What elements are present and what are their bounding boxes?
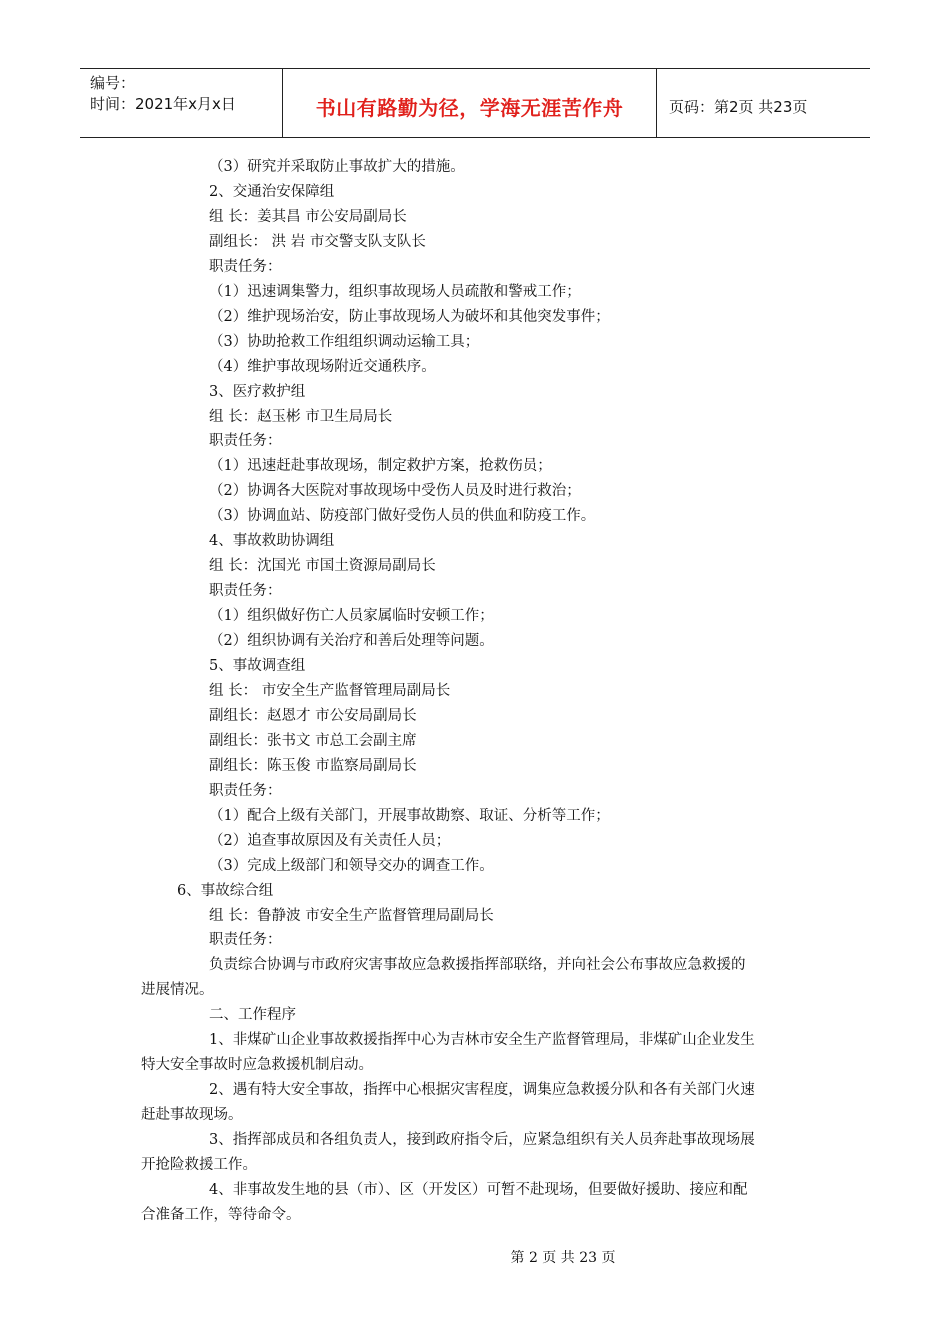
document-time: 时间：2021年x月x日 xyxy=(90,95,236,113)
text-line: 职责任务： xyxy=(209,932,282,949)
text-line: （3）完成上级部门和领导交办的调查工作。 xyxy=(209,857,494,874)
text-line: （2）协调各大医院对事故现场中受伤人员及时进行救治； xyxy=(209,483,581,500)
text-line: （2）组织协调有关治疗和善后处理等问题。 xyxy=(209,633,494,650)
text-line: 1、非煤矿山企业事故救援指挥中心为吉林市安全生产监督管理局，非煤矿山企业发生 xyxy=(209,1032,755,1049)
text-line: 4、事故救助协调组 xyxy=(209,533,335,550)
footer-page-number: 第 2 页 共 23 页 xyxy=(510,1250,616,1266)
text-line: （1）迅速调集警力，组织事故现场人员疏散和警戒工作； xyxy=(209,283,581,300)
text-line: 职责任务： xyxy=(209,782,282,799)
text-line: 2、遇有特大安全事故，指挥中心根据灾害程度，调集应急救援分队和各有关部门火速 xyxy=(209,1082,755,1099)
text-line: 副组长：赵恩才 市公安局副局长 xyxy=(209,707,417,724)
text-line: 组 长：赵玉彬 市卫生局局长 xyxy=(209,408,393,425)
text-line: 6、事故综合组 xyxy=(177,882,274,899)
header-motto: 书山有路勤为径，学海无涯苦作舟 xyxy=(283,69,657,137)
text-line: 组 长：鲁静波 市安全生产监督管理局副局长 xyxy=(209,907,494,924)
text-line: 职责任务： xyxy=(209,258,282,275)
text-line: 赶赴事故现场。 xyxy=(141,1107,243,1124)
text-line: 3、指挥部成员和各组负责人，接到政府指令后，应紧急组织有关人员奔赴事故现场展 xyxy=(209,1132,755,1149)
text-line: 副组长：张书文 市总工会副主席 xyxy=(209,732,417,749)
page-footer xyxy=(0,1247,950,1267)
text-line: （1）迅速赶赴事故现场，制定救护方案，抢救伤员； xyxy=(209,458,552,475)
text-line: 特大安全事故时应急救援机制启动。 xyxy=(141,1057,373,1074)
text-line: （1）配合上级有关部门，开展事故勘察、取证、分析等工作； xyxy=(209,807,610,824)
text-line: 开抢险救援工作。 xyxy=(141,1157,257,1173)
text-line: 4、非事故发生地的县（市）、区（开发区）可暂不赴现场，但要做好援助、接应和配 xyxy=(209,1181,748,1198)
text-line: 合准备工作，等待命令。 xyxy=(141,1206,301,1223)
text-line: （3）研究并采取防止事故扩大的措施。 xyxy=(209,159,465,175)
text-line: 组 长：沈国光 市国土资源局副局长 xyxy=(209,558,436,575)
text-line: 5、事故调查组 xyxy=(209,658,306,674)
text-line: 副组长： 洪 岩 市交警支队支队长 xyxy=(209,233,426,250)
text-line: 二、工作程序 xyxy=(209,1007,296,1024)
header-page-info: 页码：第2页 共23页 xyxy=(669,97,808,116)
text-line: （2）追查事故原因及有关责任人员； xyxy=(209,832,451,849)
text-line: 进展情况。 xyxy=(141,982,214,999)
header-meta xyxy=(80,69,283,137)
text-line: （3）协助抢救工作组组织调动运输工具； xyxy=(209,333,480,350)
text-line: 组 长： 市安全生产监督管理局副局长 xyxy=(209,682,451,699)
text-line: 职责任务： xyxy=(209,433,282,450)
text-line: 副组长：陈玉俊 市监察局副局长 xyxy=(209,757,417,774)
text-line: （1）组织做好伤亡人员家属临时安顿工作； xyxy=(209,608,494,625)
text-line: （4）维护事故现场附近交通秩序。 xyxy=(209,358,436,375)
text-line: 2、交通治安保障组 xyxy=(209,183,335,200)
document-number: 编号： xyxy=(90,74,136,92)
text-line: （3）协调血站、防疫部门做好受伤人员的供血和防疫工作。 xyxy=(209,508,596,525)
text-line: 职责任务： xyxy=(209,583,282,600)
text-line: 组 长：姜其昌 市公安局副局长 xyxy=(209,208,407,225)
text-line: （2）维护现场治安，防止事故现场人为破坏和其他突发事件； xyxy=(209,308,610,325)
text-line: 负责综合协调与市政府灾害事故应急救援指挥部联络，并向社会公布事故应急救援的 xyxy=(209,957,746,974)
page-header xyxy=(80,68,870,138)
text-line: 3、医疗救护组 xyxy=(209,383,306,400)
